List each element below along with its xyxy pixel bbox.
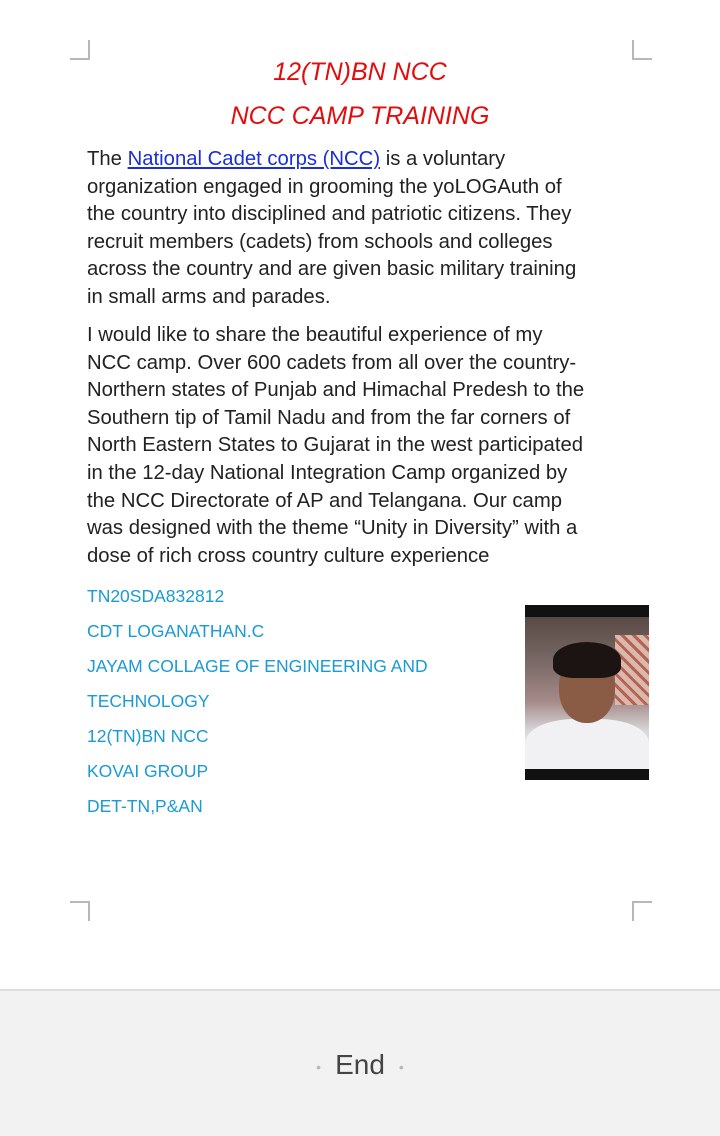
photo-top-bar [525, 605, 649, 617]
page-corner-mark [632, 901, 652, 921]
photo-hair [553, 642, 621, 678]
photo-bottom-bar [525, 769, 649, 780]
cadet-name: CDT LOGANATHAN.C [87, 621, 265, 641]
paragraph-line: was designed with the theme “Unity in Diversity” with a [87, 517, 578, 540]
cadet-regimental-number: TN20SDA832812 [87, 586, 225, 606]
paragraph-line: Northern states of Punjab and Himachal Predesh to the [87, 379, 585, 402]
cadet-photo[interactable] [525, 605, 649, 780]
cadet-battalion: 12(TN)BN NCC [87, 726, 209, 746]
cadet-college-cont: TECHNOLOGY [87, 691, 210, 711]
paragraph-line: I would like to share the beautiful experience of my [87, 324, 543, 346]
end-marker [0, 1049, 720, 1081]
text: is a voluntary [380, 148, 506, 170]
experience-paragraph [87, 322, 584, 570]
paragraph-line: Southern tip of Tamil Nadu and from the far corners of [87, 406, 571, 429]
cadet-directorate: DET-TN,P&AN [87, 796, 203, 816]
paragraph-line: across the country and are given basic military training [87, 258, 577, 281]
paragraph-line: dose of rich cross country culture experience [87, 544, 490, 567]
end-label: End [335, 1049, 385, 1080]
paragraph-line: NCC camp. Over 600 cadets from all over the country- [87, 351, 577, 374]
page-corner-mark [632, 40, 652, 60]
text: The [87, 148, 128, 170]
paragraph-line: organization engaged in grooming the yoLOGAuth of [87, 175, 562, 198]
document-title: 12(TN)BN NCC [273, 58, 447, 86]
cadet-info [87, 579, 428, 824]
dot-icon: • [398, 1058, 404, 1075]
intro-paragraph [87, 146, 576, 312]
paragraph-line: North Eastern States to Gujarat in the west participated [87, 434, 584, 457]
document-subtitle: NCC CAMP TRAINING [230, 102, 490, 130]
dot-icon: • [316, 1058, 322, 1075]
paragraph-line: in small arms and parades. [87, 285, 331, 308]
paragraph-line: the country into disciplined and patriotic citizens. They [87, 203, 572, 226]
paragraph-line [87, 146, 576, 174]
page-corner-mark [70, 901, 90, 921]
photo-content [525, 617, 649, 770]
ncc-link[interactable]: National Cadet corps (NCC) [127, 148, 381, 170]
page-corner-mark [70, 40, 90, 60]
cadet-college: JAYAM COLLAGE OF ENGINEERING AND [87, 656, 428, 676]
cadet-group: KOVAI GROUP [87, 761, 209, 781]
paragraph-line: in the 12-day National Integration Camp organized by [87, 461, 568, 484]
paragraph-line: recruit members (cadets) from schools and colleges [87, 230, 553, 253]
paragraph-line: the NCC Directorate of AP and Telangana. Our camp [87, 489, 562, 512]
